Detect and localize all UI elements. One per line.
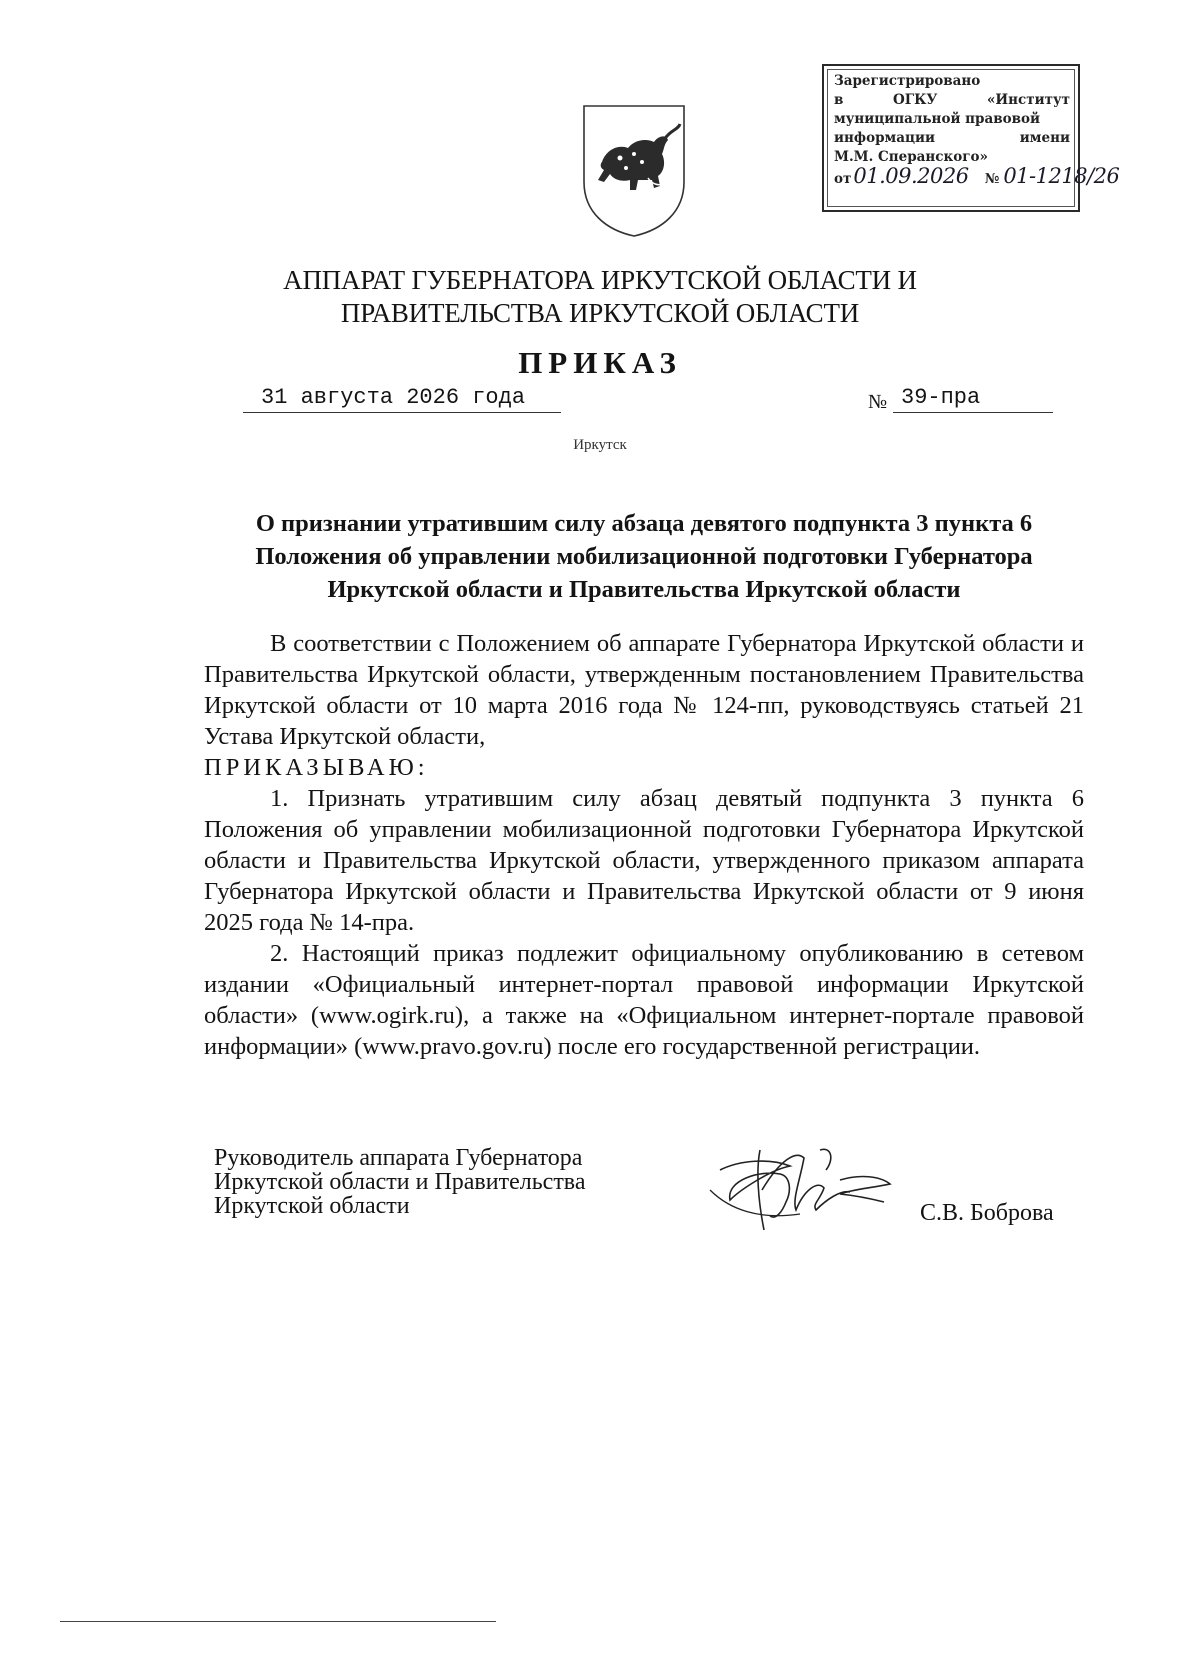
document-body — [204, 628, 1084, 1062]
document-type: ПРИКАЗ — [518, 345, 682, 380]
signatory-name: С.В. Боброва — [920, 1200, 1054, 1226]
stamp-date-prefix: от — [834, 171, 852, 187]
city: Иркутск — [573, 437, 627, 453]
stamp-number-prefix: № — [984, 171, 1000, 187]
document-title — [196, 507, 1092, 606]
order-item-2: 2. Настоящий приказ подлежит официальному опубликованию в сетевом издании «Официальный интернет-портал правовой информации Иркутской области» (www.ogirk.ru), а также на «Официальном интернет-портале правовой информации» (www.pravo.gov.ru) после его государственной регистрации. — [204, 940, 1084, 1060]
stamp-date-value: 01.09.2026 — [853, 164, 969, 188]
stamp-line — [834, 91, 1070, 110]
order-number-sign: № — [868, 391, 888, 413]
stamp-text: ОГКУ — [893, 92, 938, 108]
preamble-paragraph: В соответствии с Положением об аппарате Губернатора Иркутской области и Правительства Иркутской области, утвержденным постановлением Правительства Иркутской области от 10 марта 2016 года № 124-пп, руководствуясь статьей 21 Устава Иркутской области, — [204, 630, 1084, 750]
stamp-text: муниципальной правовой — [834, 111, 1041, 127]
order-date: 31 августа 2026 года — [243, 385, 561, 413]
footer-divider — [60, 1621, 496, 1622]
title-line: Положения об управлении мобилизационной подготовки Губернатора — [255, 543, 1033, 570]
stamp-text: Зарегистрировано — [834, 73, 981, 89]
stamp-number-value: 01-1218/26 — [1003, 164, 1120, 188]
stamp-text: имени — [1019, 130, 1070, 146]
coat-of-arms-icon — [578, 100, 690, 240]
stamp-line — [834, 129, 1070, 148]
order-number: 39-пра — [893, 385, 1053, 413]
stamp-text: «Институт — [986, 92, 1070, 108]
stamp-line — [834, 72, 1070, 91]
org-line: АППАРАТ ГУБЕРНАТОРА ИРКУТСКОЙ ОБЛАСТИ И — [283, 265, 917, 295]
organization-header — [0, 264, 1200, 330]
org-line: ПРАВИТЕЛЬСТВА ИРКУТСКОЙ ОБЛАСТИ — [340, 298, 860, 328]
stamp-line — [834, 110, 1070, 129]
stamp-line — [834, 164, 1120, 189]
stamp-text: информации — [834, 130, 935, 146]
stamp-text: в — [834, 92, 844, 108]
stamp-text: М.М. Сперанского» — [834, 149, 988, 165]
order-item-1: 1. Признать утратившим силу абзац девятый подпункта 3 пункта 6 Положения об управлении мобилизационной подготовки Губернатора Иркутской области и Правительства Иркутской области, утвержденного приказом аппарата Губернатора Иркутской области и Правительства Иркутской области от 9 июня 2025 года № 14-пра. — [204, 785, 1084, 936]
title-line: О признании утратившим силу абзаца девятого подпункта 3 пункта 6 — [255, 510, 1033, 537]
title-line: Иркутской области и Правительства Иркутской области — [327, 576, 961, 603]
handwritten-signature-icon — [700, 1130, 900, 1250]
signatory-position: Руководитель аппарата Губернатора Иркутской области и Правительства Иркутской области — [214, 1145, 586, 1219]
order-word: ПРИКАЗЫВАЮ: — [204, 754, 429, 781]
registration-stamp — [822, 64, 1120, 212]
